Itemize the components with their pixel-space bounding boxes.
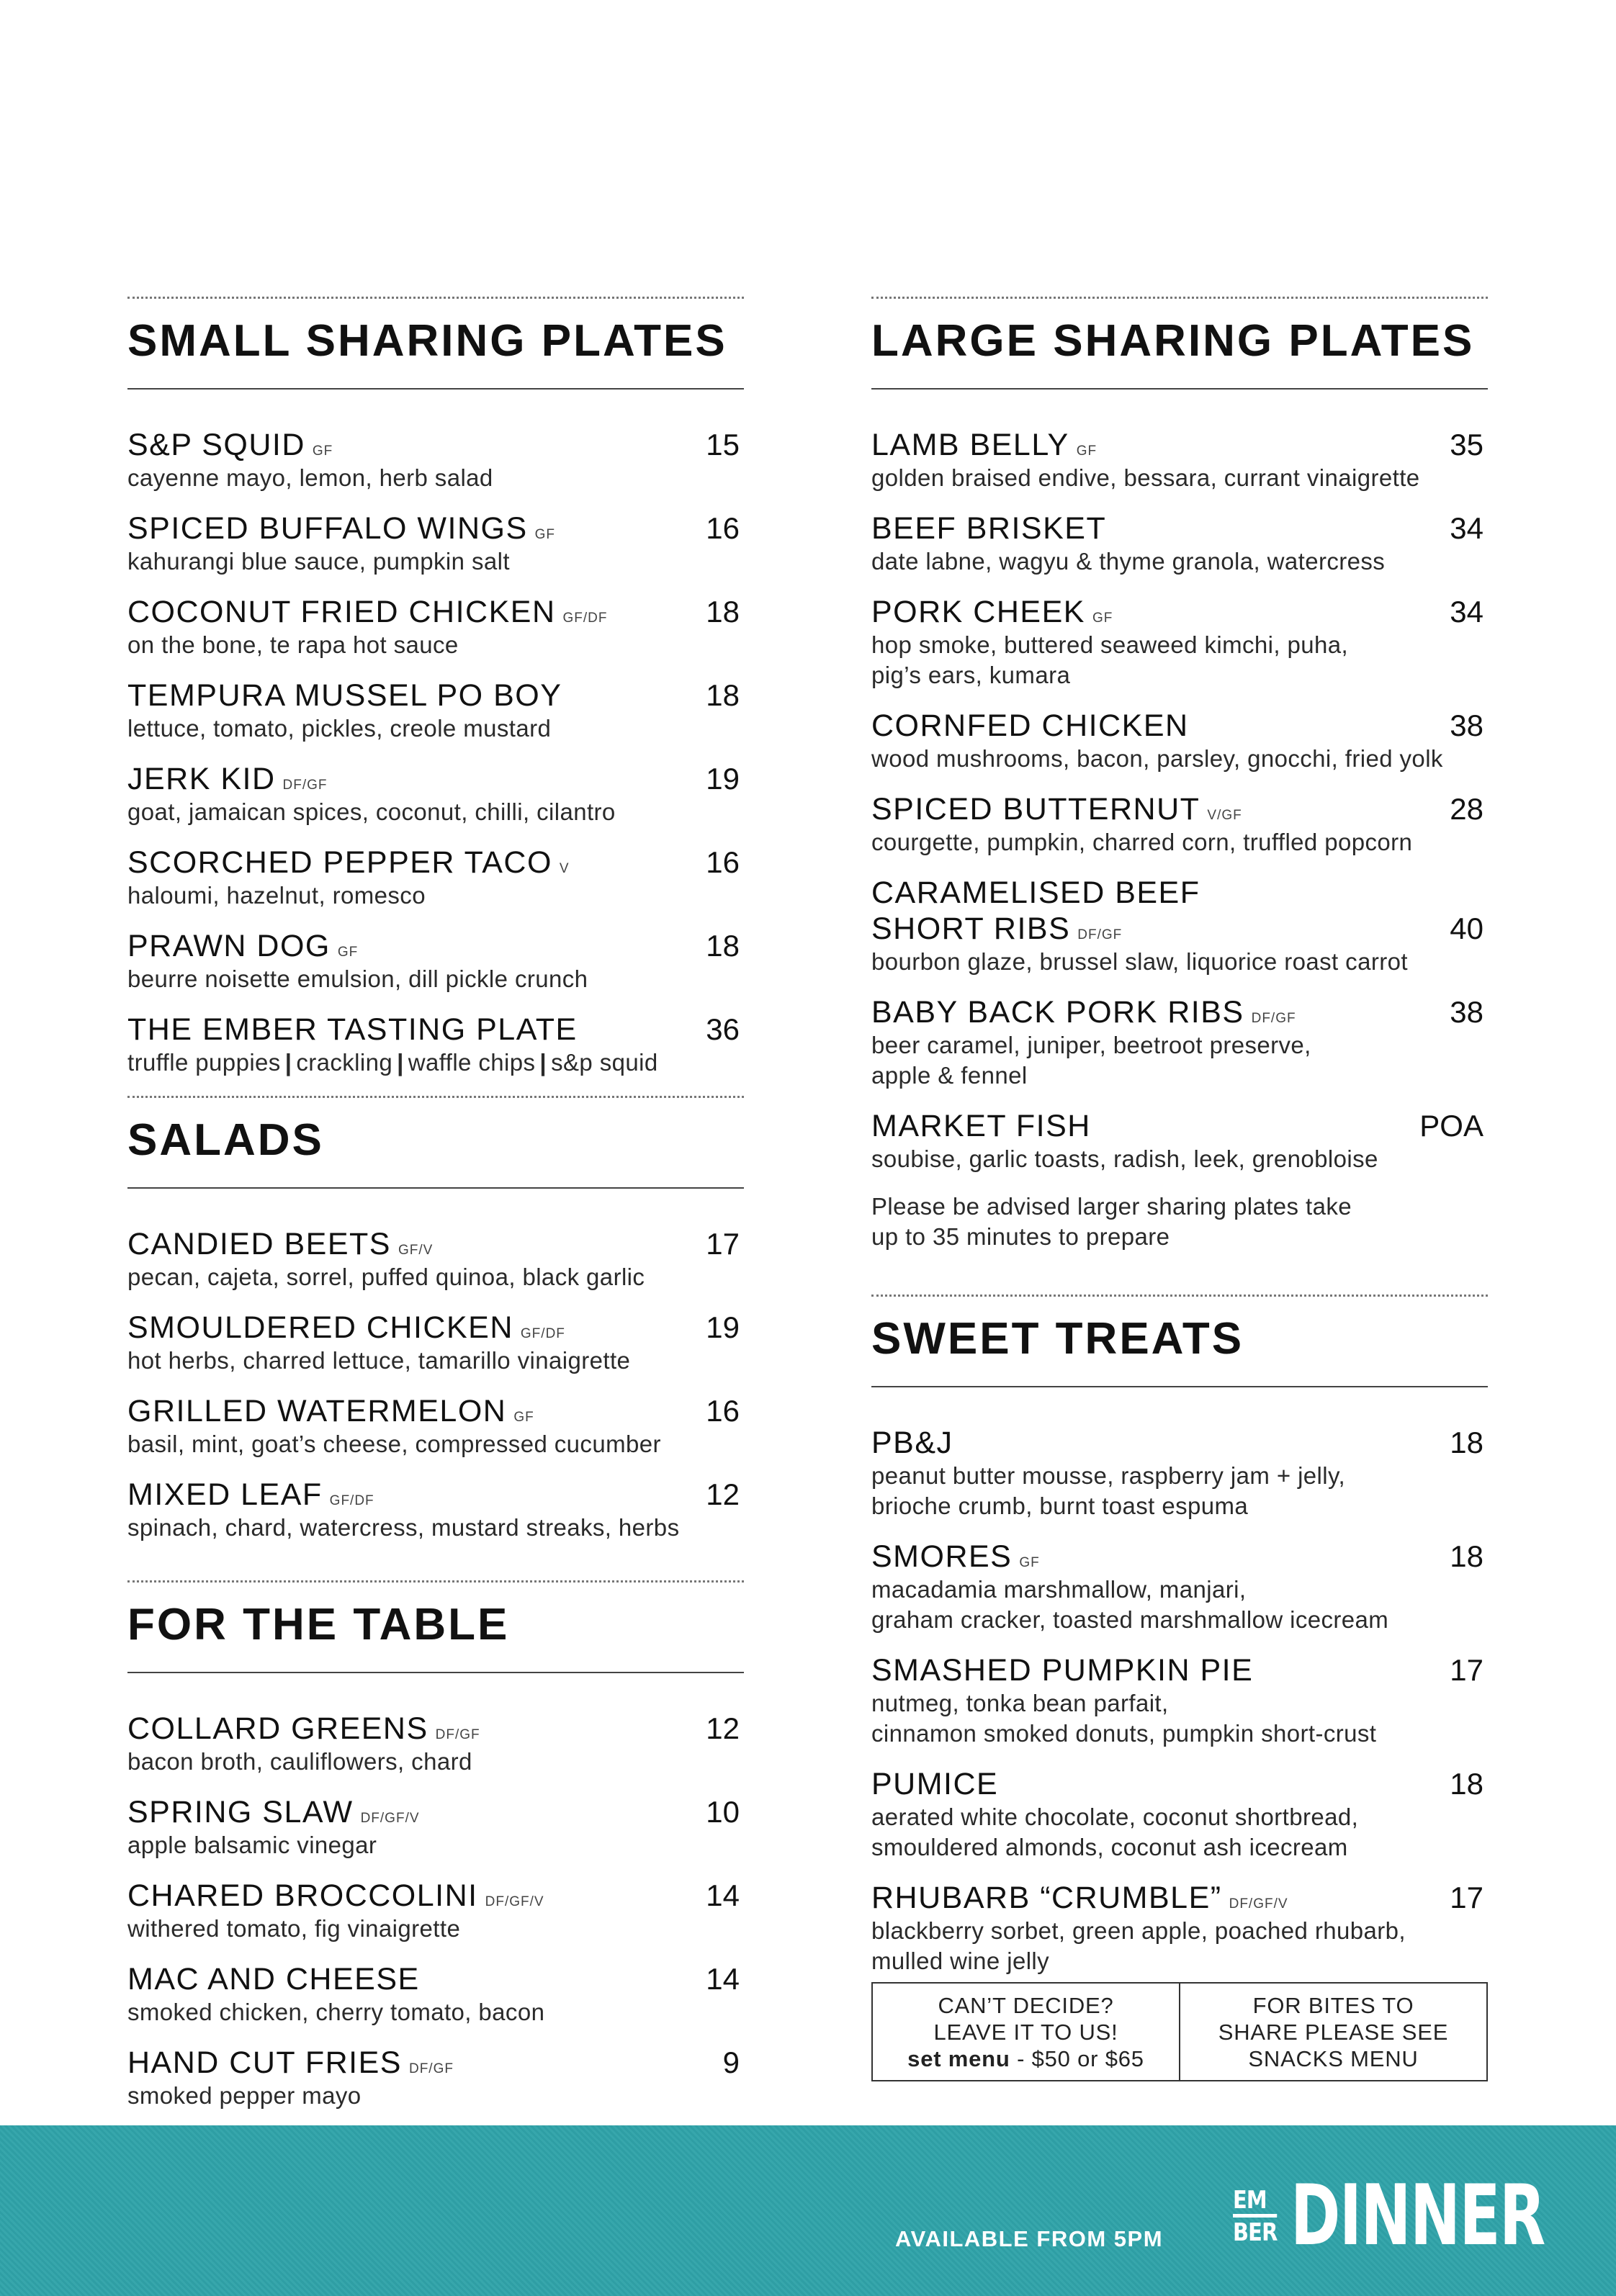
item-description: bourbon glaze, brussel slaw, liquorice roast carrot	[871, 948, 1408, 975]
item-description: courgette, pumpkin, charred corn, truffled popcorn	[871, 829, 1413, 855]
item-price: 16	[706, 845, 740, 879]
logo-word-dinner: DINNER	[1290, 2167, 1545, 2264]
menu-item	[871, 1108, 1488, 1174]
item-description: pecan, cajeta, sorrel, puffed quinoa, black garlic	[127, 1264, 645, 1290]
item-price: 19	[706, 1310, 740, 1344]
dietary-tag: DF/GF/V	[485, 1894, 544, 1909]
item-price: 28	[1450, 792, 1483, 826]
item-description: basil, mint, goat’s cheese, compressed cucumber	[127, 1431, 661, 1457]
menu-item	[127, 1012, 744, 1078]
item-name: MAC AND CHEESE	[127, 1962, 420, 1996]
menu-item	[871, 1766, 1488, 1863]
menu-item	[871, 594, 1488, 690]
item-price: 38	[1450, 708, 1483, 742]
dietary-tag: GF/DF	[562, 611, 608, 626]
item-price: 18	[706, 595, 740, 629]
item-description: blackberry sorbet, green apple, poached rhubarb,	[871, 1917, 1406, 1944]
dietary-tag: V/GF	[1207, 808, 1242, 823]
section-rule	[871, 388, 1488, 390]
item-description: lettuce, tomato, pickles, creole mustard	[127, 715, 552, 742]
item-name: SMOULDERED CHICKEN	[127, 1310, 513, 1345]
menu-items	[127, 427, 744, 1078]
menu-item	[871, 427, 1488, 493]
desc-part: crackling	[296, 1049, 393, 1076]
prep-time-note	[871, 1192, 1488, 1252]
dietary-tag: GF/V	[398, 1243, 434, 1258]
menu-item	[871, 1652, 1488, 1749]
item-price: 16	[706, 1394, 740, 1428]
salads-section	[127, 1096, 744, 1560]
item-name: RHUBARB “CRUMBLE”	[871, 1881, 1222, 1915]
item-price: 19	[706, 762, 740, 796]
item-price: 12	[706, 1711, 740, 1745]
dietary-tag: DF/GF/V	[1229, 1896, 1288, 1912]
section-rule	[127, 1187, 744, 1189]
item-price: 15	[706, 428, 740, 462]
item-description-line2: mulled wine jelly	[871, 1948, 1050, 1974]
separator: |	[284, 1049, 292, 1076]
dietary-tag: GF	[312, 444, 333, 459]
item-description-line2: brioche crumb, burnt toast espuma	[871, 1493, 1249, 1519]
item-description: golden braised endive, bessara, currant vinaigrette	[871, 464, 1420, 491]
dietary-tag: DF/GF/V	[360, 1811, 420, 1826]
item-description	[127, 1048, 744, 1078]
box-line: LEAVE IT TO US!	[933, 2019, 1118, 2045]
section-title: SMALL SHARING PLATES	[127, 316, 727, 366]
dietary-tag: GF	[1019, 1555, 1040, 1570]
item-name: SPICED BUTTERNUT	[871, 792, 1200, 827]
item-description: beer caramel, juniper, beetroot preserve,	[871, 1032, 1311, 1058]
item-description: kahurangi blue sauce, pumpkin salt	[127, 548, 510, 575]
desc-part: s&p squid	[551, 1049, 658, 1076]
dietary-tag: V	[559, 861, 570, 876]
dietary-tag: GF	[1076, 444, 1097, 459]
item-name: SPRING SLAW	[127, 1795, 354, 1829]
large-sharing-plates-section	[871, 297, 1488, 1252]
dietary-tag: DF/GF	[408, 2061, 454, 2076]
section-divider	[127, 1096, 744, 1098]
menu-item	[871, 510, 1488, 577]
item-description: spinach, chard, watercress, mustard streaks, herbs	[127, 1514, 680, 1541]
dietary-tag: DF/GF	[1251, 1011, 1296, 1026]
item-price: 18	[1450, 1426, 1483, 1459]
dietary-tag: DF/GF	[1077, 927, 1123, 942]
dietary-tag: DF/GF	[435, 1727, 480, 1742]
menu-item	[127, 594, 744, 660]
info-boxes	[871, 1982, 1488, 2081]
item-price: 14	[706, 1962, 740, 1996]
item-price: 38	[1450, 995, 1483, 1029]
item-name: PB&J	[871, 1426, 953, 1460]
set-menu-price-line	[907, 2045, 1144, 2072]
menu-items	[127, 1711, 744, 2111]
section-rule	[127, 388, 744, 390]
item-name: S&P SQUID	[127, 428, 305, 462]
menu-item	[871, 994, 1488, 1091]
item-description-line2: cinnamon smoked donuts, pumpkin short-crust	[871, 1720, 1377, 1747]
item-name: BABY BACK PORK RIBS	[871, 995, 1244, 1030]
item-description: smoked chicken, cherry tomato, bacon	[127, 1999, 545, 2025]
set-menu-price: - $50 or $65	[1010, 2045, 1144, 2071]
section-title: SALADS	[127, 1115, 324, 1165]
item-description: aerated white chocolate, coconut shortbread,	[871, 1804, 1359, 1830]
section-rule	[871, 1386, 1488, 1387]
item-price: 36	[706, 1012, 740, 1046]
item-description: macadamia marshmallow, manjari,	[871, 1576, 1247, 1603]
menu-item	[127, 2045, 744, 2111]
item-name: HAND CUT FRIES	[127, 2045, 402, 2080]
item-price: 35	[1450, 428, 1483, 462]
item-name: PRAWN DOG	[127, 929, 331, 963]
dietary-tag: GF	[337, 945, 359, 960]
item-price: 9	[722, 2045, 740, 2079]
menu-item	[127, 761, 744, 827]
item-price: 40	[1450, 911, 1483, 945]
item-price: 10	[706, 1795, 740, 1829]
box-line: SHARE PLEASE SEE	[1218, 2019, 1449, 2045]
item-description-line2: graham cracker, toasted marshmallow icecream	[871, 1606, 1389, 1633]
menu-item	[127, 1477, 744, 1543]
item-price: 34	[1450, 595, 1483, 629]
menu-item	[127, 510, 744, 577]
item-price: 18	[706, 929, 740, 963]
menu-item	[127, 1961, 744, 2027]
item-name: MARKET FISH	[871, 1109, 1091, 1143]
item-name: LAMB BELLY	[871, 428, 1069, 462]
item-name: THE EMBER TASTING PLATE	[127, 1012, 578, 1047]
for-the-table-section	[127, 1580, 744, 2128]
dietary-tag: GF/DF	[520, 1326, 565, 1341]
box-line: FOR BITES TO	[1252, 1992, 1414, 2018]
item-price: 17	[706, 1227, 740, 1261]
menu-item	[127, 928, 744, 994]
item-description: date labne, wagyu & thyme granola, watercress	[871, 548, 1386, 575]
logo-text-bottom: BER	[1233, 2218, 1278, 2247]
item-name: PUMICE	[871, 1767, 999, 1801]
item-name: CANDIED BEETS	[127, 1227, 391, 1261]
item-description-line2: smouldered almonds, coconut ash icecream	[871, 1834, 1348, 1860]
dietary-tag: GF	[513, 1410, 534, 1425]
menu-item	[871, 1880, 1488, 1976]
item-name: SCORCHED PEPPER TACO	[127, 845, 552, 880]
snacks-menu-box	[1179, 1984, 1486, 2080]
section-title: LARGE SHARING PLATES	[871, 316, 1475, 366]
item-name: MIXED LEAF	[127, 1477, 323, 1512]
dietary-tag: DF/GF	[282, 778, 328, 793]
separator: |	[539, 1049, 547, 1076]
menu-item	[127, 1794, 744, 1860]
small-sharing-plates-section	[127, 297, 744, 1095]
item-description: bacon broth, cauliflowers, chard	[127, 1748, 472, 1775]
dietary-tag: GF	[534, 527, 556, 542]
set-menu-label: set menu	[907, 2045, 1010, 2071]
dietary-tag: GF	[1092, 611, 1113, 626]
item-name: SPICED BUFFALO WINGS	[127, 511, 528, 546]
item-name: CHARED BROCCOLINI	[127, 1878, 478, 1913]
item-description: soubise, garlic toasts, radish, leek, grenobloise	[871, 1145, 1378, 1172]
item-price: 18	[1450, 1767, 1483, 1801]
menu-item	[871, 791, 1488, 857]
box-line: SNACKS MENU	[1248, 2045, 1419, 2071]
menu-item	[127, 1310, 744, 1376]
item-name: COLLARD GREENS	[127, 1711, 428, 1746]
menu-items	[127, 1226, 744, 1543]
item-price: 16	[706, 511, 740, 545]
item-name: TEMPURA MUSSEL PO BOY	[127, 678, 562, 713]
item-price: 17	[1450, 1653, 1483, 1687]
item-name: SMASHED PUMPKIN PIE	[871, 1653, 1254, 1688]
sweet-treats-section	[871, 1295, 1488, 1994]
item-name: SHORT RIBS	[871, 911, 1071, 946]
menu-item	[127, 1711, 744, 1777]
menu-items	[871, 427, 1488, 1174]
ember-dinner-logo	[1233, 2167, 1616, 2264]
note-line: Please be advised larger sharing plates take	[871, 1193, 1352, 1220]
item-name: CORNFED CHICKEN	[871, 708, 1189, 743]
dietary-tag: GF/DF	[329, 1493, 374, 1508]
menu-item	[127, 1878, 744, 1944]
desc-part: truffle puppies	[127, 1049, 281, 1076]
menu-item	[127, 1226, 744, 1292]
box-line: CAN’T DECIDE?	[938, 1992, 1114, 2018]
footer-band	[0, 2125, 1616, 2296]
item-name: PORK CHEEK	[871, 595, 1085, 629]
ember-logo-mark	[1233, 2185, 1278, 2247]
item-price: 18	[1450, 1539, 1483, 1573]
item-description: haloumi, hazelnut, romesco	[127, 882, 426, 909]
section-rule	[127, 1672, 744, 1673]
item-price: 14	[706, 1878, 740, 1912]
availability-text: AVAILABLE FROM 5PM	[895, 2226, 1164, 2251]
section-divider	[871, 1295, 1488, 1297]
note-line: up to 35 minutes to prepare	[871, 1223, 1170, 1250]
menu-item	[127, 1393, 744, 1459]
item-price: POA	[1419, 1109, 1483, 1143]
item-description: smoked pepper mayo	[127, 2082, 362, 2109]
item-name-line1: CARAMELISED BEEF	[871, 875, 1200, 910]
menu-item	[871, 875, 1488, 977]
menu-item	[871, 1539, 1488, 1635]
section-divider	[127, 297, 744, 299]
item-name: COCONUT FRIED CHICKEN	[127, 595, 556, 629]
separator: |	[397, 1049, 404, 1076]
section-divider	[871, 297, 1488, 299]
set-menu-box	[873, 1984, 1179, 2080]
item-name: JERK KID	[127, 762, 276, 796]
item-description: hot herbs, charred lettuce, tamarillo vinaigrette	[127, 1347, 631, 1374]
item-description: nutmeg, tonka bean parfait,	[871, 1690, 1169, 1716]
logo-text-top: EM	[1233, 2188, 1277, 2218]
section-title: FOR THE TABLE	[127, 1600, 510, 1649]
item-price: 18	[706, 678, 740, 712]
item-description: beurre noisette emulsion, dill pickle crunch	[127, 965, 588, 992]
menu-item	[127, 845, 744, 911]
item-description: on the bone, te rapa hot sauce	[127, 631, 459, 658]
item-name: SMORES	[871, 1539, 1013, 1574]
item-description: hop smoke, buttered seaweed kimchi, puha,	[871, 631, 1349, 658]
item-description: peanut butter mousse, raspberry jam + jelly,	[871, 1462, 1346, 1489]
item-price: 12	[706, 1477, 740, 1511]
desc-part: waffle chips	[408, 1049, 536, 1076]
item-description: withered tomato, fig vinaigrette	[127, 1915, 461, 1942]
item-price: 17	[1450, 1881, 1483, 1914]
item-description: wood mushrooms, bacon, parsley, gnocchi, fried yolk	[871, 745, 1443, 772]
item-description-line2: pig’s ears, kumara	[871, 662, 1071, 688]
menu-items	[871, 1425, 1488, 1976]
item-description: cayenne mayo, lemon, herb salad	[127, 464, 493, 491]
menu-item	[871, 1425, 1488, 1521]
item-name: GRILLED WATERMELON	[127, 1394, 507, 1428]
section-divider	[127, 1580, 744, 1583]
item-name: BEEF BRISKET	[871, 511, 1107, 546]
menu-item	[127, 677, 744, 744]
section-title: SWEET TREATS	[871, 1314, 1244, 1364]
menu-item	[127, 427, 744, 493]
item-description-line2: apple & fennel	[871, 1062, 1028, 1089]
item-description: apple balsamic vinegar	[127, 1832, 377, 1858]
menu-item	[871, 708, 1488, 774]
item-price: 34	[1450, 511, 1483, 545]
item-description: goat, jamaican spices, coconut, chilli, cilantro	[127, 798, 616, 825]
